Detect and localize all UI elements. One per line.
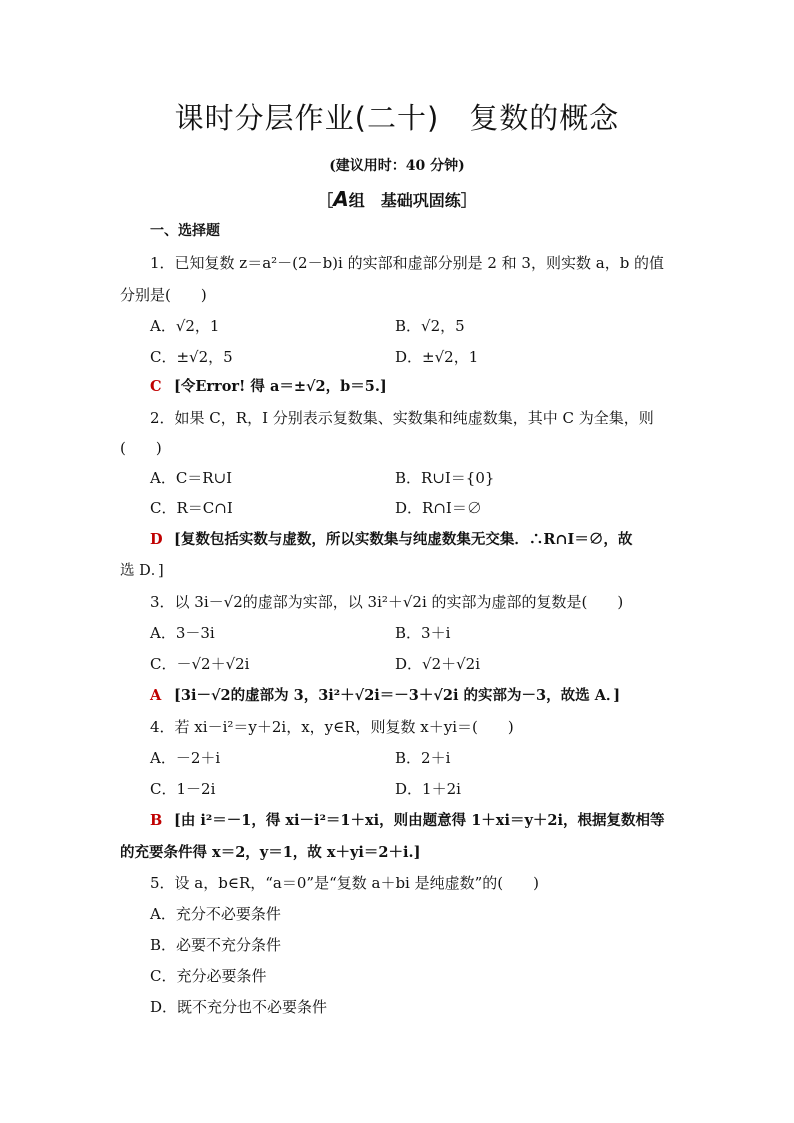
q4-option-d: D．1＋2i	[395, 780, 461, 798]
q3-option-a: A．3－3i	[150, 624, 215, 642]
q2-answer-line	[150, 530, 632, 550]
q4-explanation-line1: [由 i²＝－1，得 xi－i²＝1＋xi，则由题意得 1＋xi＝y＋2i，根据复数相等	[174, 812, 665, 829]
q2-option-c: C．R＝C∩I	[150, 499, 233, 517]
q2-stem-line1: 2．如果 C，R，I 分别表示复数集、实数集和纯虚数集，其中 C 为全集，则	[150, 409, 654, 427]
q2-explanation-line1: [复数包括实数与虚数，所以实数集与纯虚数集无交集．∴R∩I＝∅，故	[174, 531, 633, 548]
q4-explanation-line2: 的充要条件得 x＝2，y＝1，故 x＋yi＝2＋i.]	[120, 844, 421, 861]
q1-stem-line1: 1．已知复数 z＝a²－(2－b)i 的实部和虚部分别是 2 和 3，则实数 a，b 的值	[150, 254, 665, 272]
q5-option-b: B．必要不充分条件	[150, 936, 282, 954]
q1-option-c: C．±√2，5	[150, 348, 233, 366]
bracket-open: ［	[317, 191, 334, 210]
group-letter: A	[333, 187, 349, 211]
q3-stem-line1: 3．以 3i－√2的虚部为实部，以 3i²＋√2i 的实部为虚部的复数是( )	[150, 593, 624, 611]
q1-answer: C	[150, 378, 162, 395]
q4-option-b: B．2＋i	[395, 749, 451, 767]
q3-option-c: C．－√2＋√2i	[150, 655, 250, 673]
q5-option-a: A．充分不必要条件	[150, 905, 281, 923]
q1-option-b: B．√2，5	[395, 317, 465, 335]
q2-answer: D	[150, 531, 163, 548]
q1-answer-line	[150, 377, 387, 397]
q3-option-b: B．3＋i	[395, 624, 451, 642]
q1-explanation: [令Error! 得 a＝±√2，b＝5.]	[174, 378, 387, 395]
page-title: 课时分层作业(二十) 复数的概念	[174, 101, 620, 135]
q3-option-d: D．√2＋√2i	[395, 655, 481, 673]
q3-answer: A	[150, 687, 162, 704]
group-heading	[0, 187, 794, 211]
q4-stem-line1: 4．若 xi－i²＝y＋2i，x，y∈R，则复数 x＋yi＝( )	[150, 718, 514, 736]
q2-option-a: A．C＝R∪I	[150, 469, 233, 487]
q3-explanation: [3i－√2的虚部为 3，3i²＋√2i＝－3＋√2i 的实部为－3，故选 A．]	[174, 687, 621, 704]
q2-explanation-line2: 选 D．]	[120, 563, 164, 579]
q5-stem-line1: 5．设 a，b∈R，“a＝0”是“复数 a＋bi 是纯虚数”的( )	[150, 874, 539, 892]
q4-answer: B	[150, 812, 163, 829]
bracket-close: ］	[460, 191, 477, 210]
q2-option-b: B．R∪I＝{0}	[395, 469, 495, 487]
q5-option-c: C．充分必要条件	[150, 967, 267, 985]
q2-option-d: D．R∩I＝∅	[395, 499, 482, 517]
q1-option-a: A．√2，1	[150, 317, 220, 335]
q3-answer-line	[150, 686, 620, 706]
q5-option-d: D．既不充分也不必要条件	[150, 998, 328, 1016]
q1-stem-line2: 分别是( )	[120, 286, 207, 304]
q1-option-d: D．±√2，1	[395, 348, 479, 366]
q4-option-c: C．1－2i	[150, 780, 216, 798]
section-heading: 一、选择题	[150, 223, 220, 239]
q2-stem-line2: ( )	[120, 439, 162, 457]
group-text: 组 基础巩固练	[348, 191, 461, 210]
q4-answer-line	[150, 811, 664, 831]
q4-option-a: A．－2＋i	[150, 749, 221, 767]
time-note: (建议用时：40 分钟)	[329, 158, 465, 174]
